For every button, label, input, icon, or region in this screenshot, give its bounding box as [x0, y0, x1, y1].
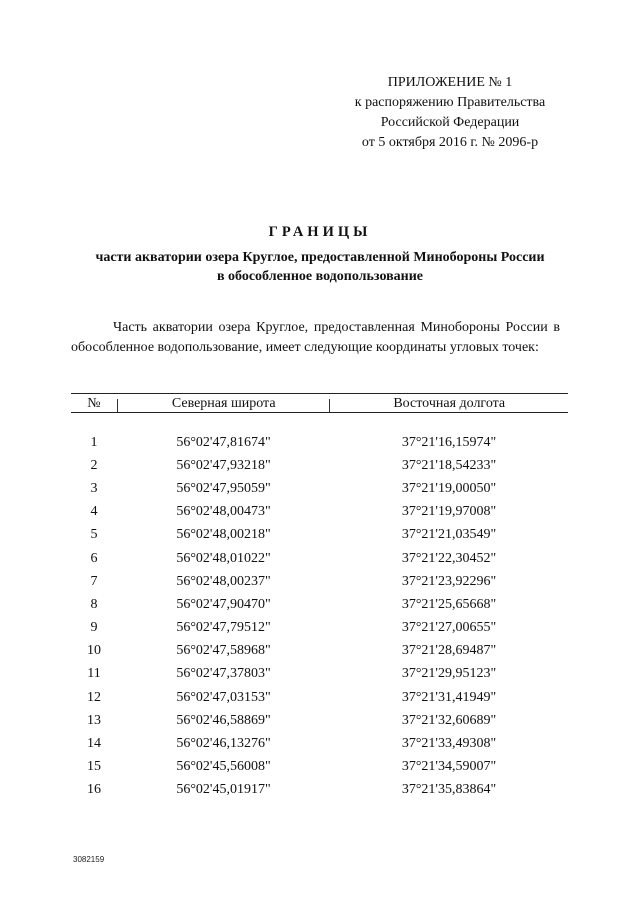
- row-longitude: 37°21'32,60689": [401, 712, 497, 728]
- row-number: 11: [87, 666, 101, 682]
- table-row: [71, 663, 568, 686]
- table-header: [71, 394, 568, 412]
- row-number: 15: [87, 759, 101, 775]
- row-latitude: 56°02'48,00473": [176, 504, 271, 520]
- row-latitude: 56°02'46,13276": [176, 736, 271, 752]
- appendix-date-line: от 5 октября 2016 г. № 2096-р: [361, 135, 539, 150]
- appendix-header: [330, 73, 570, 153]
- row-longitude: 37°21'34,59007": [401, 759, 497, 775]
- row-number: 16: [87, 782, 101, 798]
- appendix-authority-line: Российской Федерации: [380, 115, 520, 130]
- row-number: 2: [90, 457, 98, 473]
- row-longitude: 37°21'19,00050": [401, 480, 497, 496]
- table-body: [71, 431, 568, 802]
- table-row: [71, 779, 568, 802]
- table-row: [71, 686, 568, 709]
- row-number: 10: [87, 643, 101, 659]
- row-latitude: 56°02'47,79512": [176, 620, 271, 636]
- row-longitude: 37°21'29,95123": [401, 666, 497, 682]
- row-number: 8: [90, 596, 98, 612]
- row-longitude: 37°21'16,15974": [401, 434, 497, 450]
- row-number: 3: [90, 480, 98, 496]
- row-longitude: 37°21'23,92296": [401, 573, 497, 589]
- row-longitude: 37°21'33,49308": [401, 736, 497, 752]
- subtitle-line-2: в обособленное водопользование: [216, 269, 424, 284]
- table-row: [71, 570, 568, 593]
- table-header-rule: [71, 412, 568, 413]
- row-longitude: 37°21'19,97008": [401, 504, 497, 520]
- table-row: [71, 640, 568, 663]
- document-subtitle: [40, 248, 600, 286]
- row-number: 5: [90, 527, 98, 543]
- table-row: [71, 431, 568, 454]
- row-latitude: 56°02'47,58968": [176, 643, 271, 659]
- row-longitude: 37°21'22,30452": [401, 550, 497, 566]
- row-latitude: 56°02'48,00218": [176, 527, 271, 543]
- table-row: [71, 547, 568, 570]
- table-row: [71, 477, 568, 500]
- row-number: 12: [87, 689, 101, 705]
- appendix-order-line: к распоряжению Правительства: [354, 95, 546, 110]
- row-latitude: 56°02'46,58869": [176, 712, 271, 728]
- table-row: [71, 454, 568, 477]
- row-latitude: 56°02'47,93218": [176, 457, 271, 473]
- row-latitude: 56°02'47,03153": [176, 689, 271, 705]
- row-latitude: 56°02'48,01022": [176, 550, 271, 566]
- header-number: №: [87, 396, 101, 411]
- row-latitude: 56°02'47,90470": [176, 596, 271, 612]
- row-longitude: 37°21'27,00655": [401, 620, 497, 636]
- row-longitude: 37°21'18,54233": [401, 457, 497, 473]
- row-number: 7: [90, 573, 98, 589]
- subtitle-line-1: части акватории озера Круглое, предоставленной Минобороны России: [95, 250, 545, 265]
- row-longitude: 37°21'31,41949": [401, 689, 497, 705]
- row-latitude: 56°02'48,00237": [176, 573, 271, 589]
- row-number: 9: [90, 620, 98, 636]
- table-row: [71, 593, 568, 616]
- document-number: 3082159: [73, 855, 105, 864]
- row-number: 6: [90, 550, 98, 566]
- row-number: 13: [87, 712, 101, 728]
- document-title: ГРАНИЦЫ: [268, 224, 372, 240]
- table-row: [71, 501, 568, 524]
- coordinates-table: [71, 393, 568, 802]
- table-row: [71, 756, 568, 779]
- row-number: 4: [90, 504, 98, 520]
- row-longitude: 37°21'25,65668": [401, 596, 497, 612]
- row-longitude: 37°21'21,03549": [401, 527, 497, 543]
- row-latitude: 56°02'47,95059": [176, 480, 271, 496]
- table-row: [71, 524, 568, 547]
- table-row: [71, 709, 568, 732]
- row-latitude: 56°02'45,01917": [176, 782, 271, 798]
- row-number: 1: [90, 434, 98, 450]
- row-latitude: 56°02'47,37803": [176, 666, 271, 682]
- row-longitude: 37°21'35,83864": [401, 782, 497, 798]
- intro-paragraph: Часть акватории озера Круглое, предоставленная Минобороны России в обособленное водопользование, имеет следующие координаты угловых точек:: [71, 320, 560, 355]
- appendix-title: ПРИЛОЖЕНИЕ № 1: [387, 75, 513, 90]
- row-latitude: 56°02'47,81674": [176, 434, 271, 450]
- table-row: [71, 732, 568, 755]
- row-number: 14: [87, 736, 101, 752]
- table-row: [71, 617, 568, 640]
- row-latitude: 56°02'45,56008": [176, 759, 271, 775]
- header-longitude: Восточная долгота: [393, 396, 506, 411]
- row-longitude: 37°21'28,69487": [401, 643, 497, 659]
- header-latitude: Северная широта: [171, 396, 276, 411]
